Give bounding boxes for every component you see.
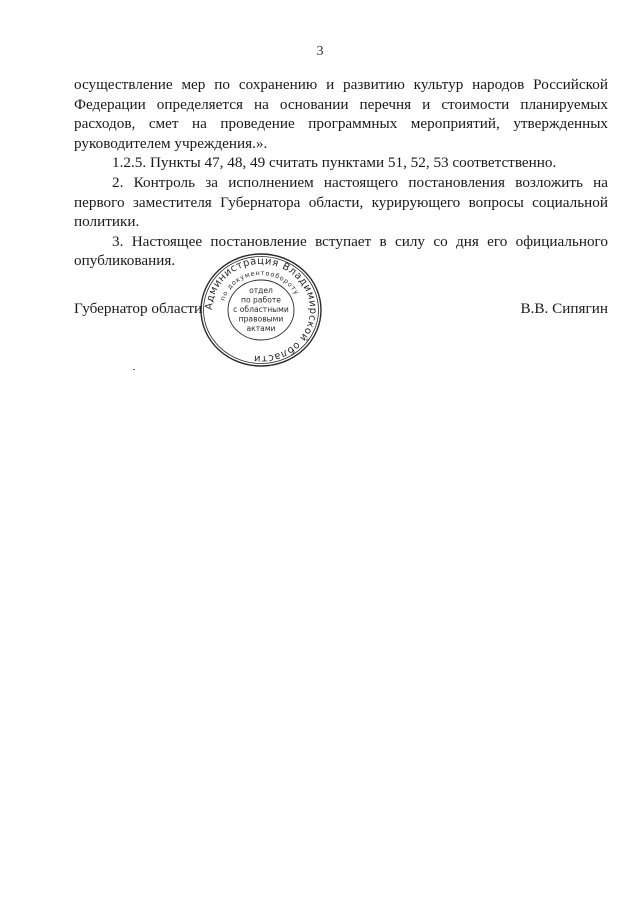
stamp-inner-ring-text: по документообороту bbox=[218, 268, 301, 302]
page-number: 3 bbox=[316, 44, 324, 59]
stamp-center-line: правовыми bbox=[238, 314, 284, 324]
paragraph-item-2: 2. Контроль за исполнением настоящего постановления возложить на первого заместителя Губернатора области, курирующего вопросы социальной политики. bbox=[74, 173, 608, 231]
official-stamp bbox=[196, 250, 326, 370]
stamp-outer-text: Администрация Владимирской области bbox=[203, 255, 319, 365]
signatory-name: В.В. Сипягин bbox=[520, 300, 608, 317]
stamp-seal-icon bbox=[196, 250, 326, 370]
stamp-center-line: актами bbox=[246, 324, 276, 333]
paragraph-item-3: 3. Настоящее постановление вступает в силу со дня его официального опубликования. bbox=[74, 232, 608, 270]
document-body bbox=[74, 75, 608, 271]
stamp-center-line: отдел bbox=[249, 286, 273, 295]
signatory-position: Губернатор области bbox=[74, 300, 203, 317]
stamp-center-line: по работе bbox=[241, 295, 281, 305]
stamp-center-line: с областными bbox=[233, 305, 289, 314]
signature-block bbox=[74, 300, 608, 324]
scan-speck bbox=[133, 369, 135, 370]
paragraph-continuation: осуществление мер по сохранению и развитию культур народов Российской Федерации определяется на основании перечня и стоимости планируемых расходов, смет на проведение программных мероприятий, утвержденных руководителем учреждения.». bbox=[74, 76, 608, 152]
paragraph-item-1-2-5: 1.2.5. Пункты 47, 48, 49 считать пунктами 51, 52, 53 соответственно. bbox=[112, 154, 557, 172]
